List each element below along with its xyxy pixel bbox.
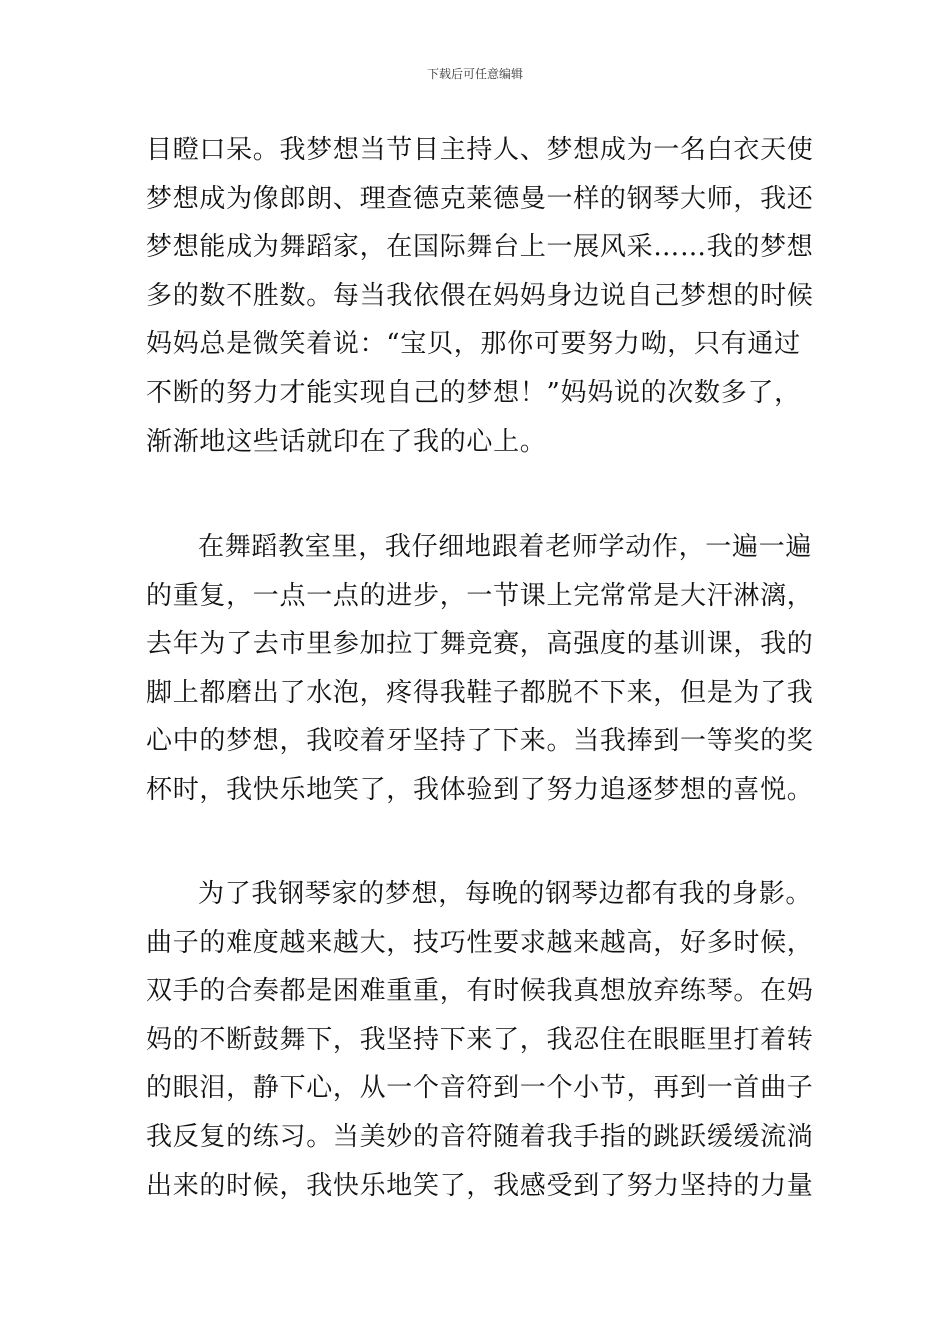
text-line: 脚上都磨出了水泡，疼得我鞋子都脱不下来，但是为了我 [146, 677, 814, 708]
text-line: 在舞蹈教室里，我仔细地跟着老师学动作，一遍一遍 [198, 532, 813, 562]
text-line: 梦想能成为舞蹈家，在国际舞台上一展风采……我的梦想 [146, 232, 814, 263]
text-line: 双手的合奏都是困难重重，有时候我真想放弃练琴。在妈 [146, 976, 814, 1007]
text-line: 渐渐地这些话就印在了我的心上。 [146, 426, 547, 457]
paragraph-1 [146, 126, 814, 466]
text-line: 多的数不胜数。每当我依偎在妈妈身边说自己梦想的时候 [146, 280, 814, 311]
text-line: 心中的梦想，我咬着牙坚持了下来。当我捧到一等奖的奖 [146, 726, 814, 757]
text-line: 目瞪口呆。我梦想当节目主持人、梦想成为一名白衣天使 [146, 135, 814, 165]
text-line: 出来的时候，我快乐地笑了，我感受到了努力坚持的力量 [146, 1170, 814, 1201]
text-line: 曲子的难度越来越大，技巧性要求越来越高，好多时候， [146, 927, 814, 958]
text-line: 梦想成为像郎朗、理查德克莱德曼一样的钢琴大师，我还 [146, 183, 814, 214]
page-header-note: 下载后可任意编辑 [426, 67, 523, 81]
text-line: 去年为了去市里参加拉丁舞竞赛，高强度的基训课，我的 [146, 629, 814, 660]
text-line: 妈妈总是微笑着说：“宝贝，那你可要努力呦，只有通过 [146, 329, 801, 360]
text-line: 我反复的练习。当美妙的音符随着我手指的跳跃缓缓流淌 [146, 1121, 814, 1152]
text-line: 杯时，我快乐地笑了，我体验到了努力追逐梦想的喜悦。 [146, 774, 814, 805]
text-line: 妈的不断鼓舞下，我坚持下来了，我忍住在眼眶里打着转 [146, 1024, 814, 1055]
text-line: 的重复，一点一点的进步，一节课上完常常是大汗淋漓， [146, 580, 814, 611]
paragraph-3 [146, 870, 814, 1210]
text-line: 的眼泪，静下心，从一个音符到一个小节，再到一首曲子 [146, 1073, 814, 1104]
text-line: 不断的努力才能实现自己的梦想！”妈妈说的次数多了， [146, 377, 801, 408]
paragraph-2 [146, 523, 814, 815]
text-line: 为了我钢琴家的梦想，每晚的钢琴边都有我的身影。 [198, 879, 813, 909]
